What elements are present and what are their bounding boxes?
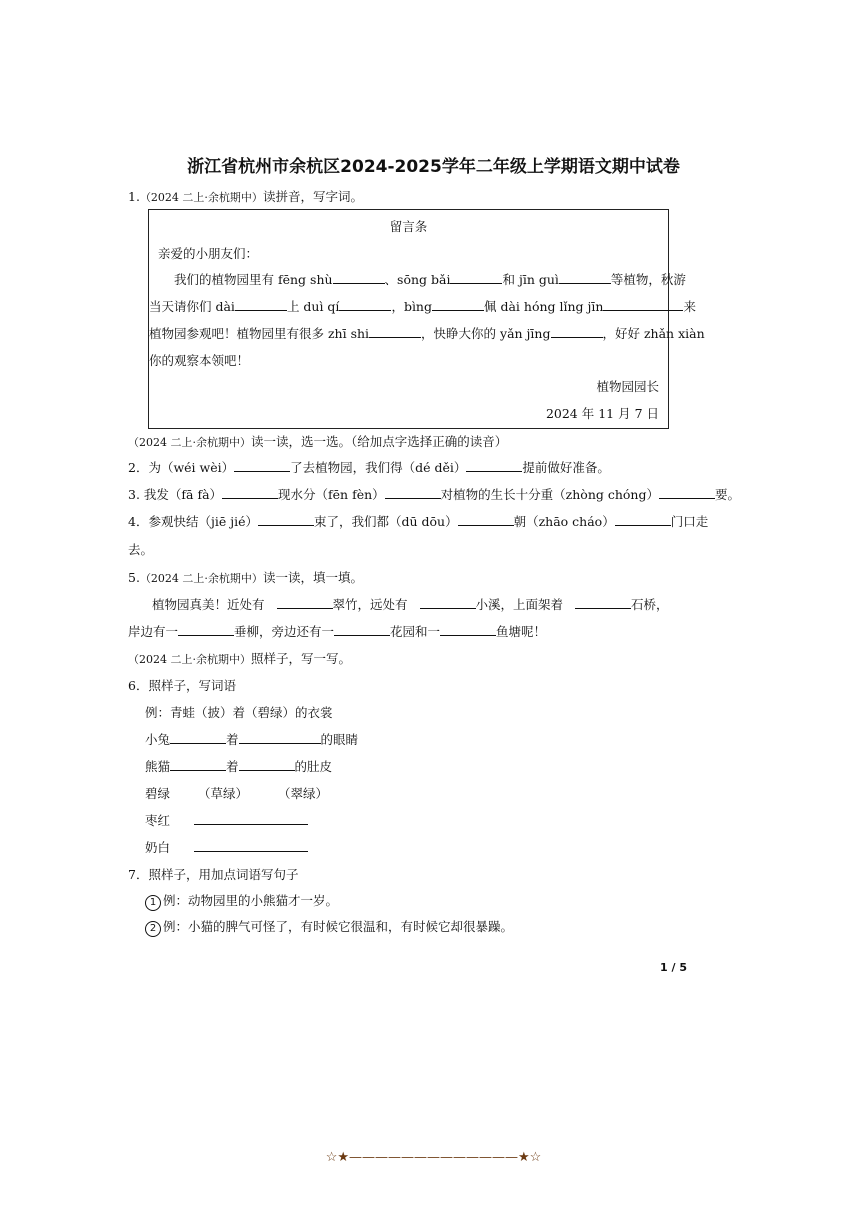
answer-blank[interactable]: [440, 623, 496, 636]
answer-blank[interactable]: [178, 623, 234, 636]
question-6-row-3: [145, 785, 328, 803]
message-note-box: [148, 209, 705, 429]
answer-blank[interactable]: [369, 325, 421, 338]
question-text: 门口走: [670, 514, 709, 529]
question-text: 碧绿: [145, 786, 171, 801]
note-date: 2024 年 11 月 7 日: [545, 406, 659, 421]
answer-blank[interactable]: [432, 298, 484, 311]
section-prompt: 读一读，选一选。（给加点字选择正确的读音）: [251, 434, 508, 449]
document-title: 浙江省杭州市余杭区2024-2025学年二年级上学期语文期中试卷: [187, 157, 680, 177]
answer-blank[interactable]: [385, 486, 441, 499]
note-line-4: 你的观察本领吧！: [149, 353, 250, 368]
answer-blank[interactable]: [170, 731, 226, 744]
note-line-1: [174, 271, 686, 289]
note-text: 上 duì qí: [286, 299, 340, 314]
answer-blank[interactable]: [615, 513, 671, 526]
answer-blank[interactable]: [334, 623, 390, 636]
note-signer: 植物园园长: [596, 379, 659, 394]
question-number: 1.: [128, 189, 140, 204]
answer-blank[interactable]: [234, 459, 290, 472]
question-6-title: 6．照样子，写词语: [128, 678, 236, 693]
note-text: 我们的植物园里有 fēng shù: [174, 272, 333, 287]
answer-blank[interactable]: [170, 758, 226, 771]
question-text: 植物园真美！近处有: [152, 597, 265, 612]
question-text: 着: [226, 759, 239, 774]
question-4-continued: 去。: [128, 542, 154, 557]
question-text: 4．参观快结（jiē jié）: [128, 514, 258, 529]
circled-number: 1: [145, 895, 161, 911]
circled-number: 2: [145, 921, 161, 937]
note-text: 来: [683, 299, 696, 314]
pinyin-options: （dé děi）: [402, 460, 467, 475]
question-7-item-2: [145, 918, 513, 937]
answer-blank[interactable]: [194, 839, 308, 852]
question-5-line-2: [128, 623, 546, 641]
question-text: 2．为: [128, 460, 161, 475]
question-text: 着: [226, 732, 239, 747]
question-text: 枣红: [145, 813, 171, 828]
note-text: ，快睁大你的 yǎn jīng: [421, 326, 551, 341]
question-text: 花园和一: [390, 624, 441, 639]
question-6-row-1: [145, 731, 358, 749]
section-2-header: [128, 433, 507, 452]
answer-blank[interactable]: [450, 271, 502, 284]
question-4: [128, 513, 708, 531]
question-text: （翠绿）: [278, 786, 329, 801]
question-text: 小兔: [145, 732, 171, 747]
answer-blank[interactable]: [258, 513, 314, 526]
answer-blank[interactable]: [659, 486, 715, 499]
question-text: 束了，我们都（dū dōu）: [313, 514, 458, 529]
note-text: ，bìng: [391, 299, 432, 314]
question-text: 例：动物园里的小熊猫才一岁。: [163, 893, 339, 908]
question-prompt: 读拼音，写字词。: [262, 189, 363, 204]
question-text: （草绿）: [198, 786, 249, 801]
note-text: 、sōng bǎi: [384, 272, 451, 287]
question-3: [128, 486, 740, 504]
answer-blank[interactable]: [277, 596, 333, 609]
question-5-header: [128, 569, 363, 588]
note-greeting: 亲爱的小朋友们：: [158, 246, 259, 261]
question-6-row-4: [145, 812, 308, 830]
question-text: 石桥，: [631, 597, 669, 612]
question-number: 5.: [128, 570, 140, 585]
question-text: 了去植物园，我们得: [290, 460, 403, 475]
footer-decoration: ☆★—————————————★☆: [325, 1150, 542, 1165]
pinyin-options: （wéi wèi）: [160, 460, 235, 475]
answer-blank[interactable]: [575, 596, 631, 609]
question-text: 垂柳，旁边还有一: [234, 624, 335, 639]
note-line-2: [149, 298, 696, 316]
note-text: 等植物，秋游: [610, 272, 686, 287]
question-7-item-1: [145, 892, 338, 911]
question-text: 提前做好准备。: [522, 460, 610, 475]
note-text: ，好好 zhǎn xiàn: [602, 326, 705, 341]
question-text: 对植物的生长十分重（zhòng chóng）: [440, 487, 659, 502]
question-text: 朝（zhāo cháo）: [513, 514, 615, 529]
answer-blank[interactable]: [458, 513, 514, 526]
answer-blank[interactable]: [551, 325, 603, 338]
question-text: 现水分（fēn fèn）: [278, 487, 385, 502]
answer-blank[interactable]: [194, 812, 308, 825]
note-text: 和 jīn guì: [502, 272, 559, 287]
section-prompt: 照样子，写一写。: [251, 651, 352, 666]
question-text: 的肚皮: [294, 759, 333, 774]
answer-blank[interactable]: [239, 758, 295, 771]
question-text: 小溪，上面架着: [475, 597, 564, 612]
answer-blank[interactable]: [339, 298, 391, 311]
question-source: （2024 二上·余杭期中）: [139, 191, 263, 204]
note-text: 植物园参观吧！植物园里有很多 zhī shi: [149, 326, 370, 341]
question-5-line-1: [152, 596, 669, 614]
question-6-row-5: [145, 839, 308, 857]
question-text: 的眼睛: [320, 732, 359, 747]
answer-blank[interactable]: [420, 596, 476, 609]
note-line-3: [149, 325, 705, 343]
question-text: 奶白: [145, 840, 171, 855]
question-7-title: 7．照样子，用加点词语写句子: [128, 867, 299, 882]
section-source: （2024 二上·余杭期中）: [128, 653, 251, 666]
answer-blank[interactable]: [603, 298, 683, 311]
question-6-example: 例：青蛙（披）着（碧绿）的衣裳: [145, 705, 333, 720]
question-text: 例：小猫的脾气可怪了，有时候它很温和，有时候它却很暴躁。: [163, 919, 514, 934]
question-source: （2024 二上·余杭期中）: [139, 572, 263, 585]
question-text: 熊猫: [145, 759, 171, 774]
question-text: 翠竹，远处有: [332, 597, 408, 612]
question-prompt: 读一读，填一填。: [262, 570, 363, 585]
answer-blank[interactable]: [466, 459, 522, 472]
question-6-row-2: [145, 758, 332, 776]
question-text: 3. 我发（fā fà）: [128, 487, 223, 502]
question-text: 要。: [714, 487, 740, 502]
answer-blank[interactable]: [559, 271, 611, 284]
question-2: [128, 459, 610, 477]
answer-blank[interactable]: [239, 731, 321, 744]
answer-blank[interactable]: [333, 271, 385, 284]
section-3-header: [128, 650, 351, 669]
note-text: 佩 dài hóng lǐng jīn: [484, 299, 604, 314]
question-1-header: [128, 188, 363, 207]
section-source: （2024 二上·余杭期中）: [128, 436, 251, 449]
question-text: 鱼塘呢！: [496, 624, 547, 639]
note-text: 当天请你们 dài: [149, 299, 235, 314]
answer-blank[interactable]: [222, 486, 278, 499]
note-heading: 留言条: [389, 219, 428, 234]
question-text: 岸边有一: [128, 624, 179, 639]
answer-blank[interactable]: [235, 298, 287, 311]
page-number: 1 / 5: [660, 961, 687, 974]
